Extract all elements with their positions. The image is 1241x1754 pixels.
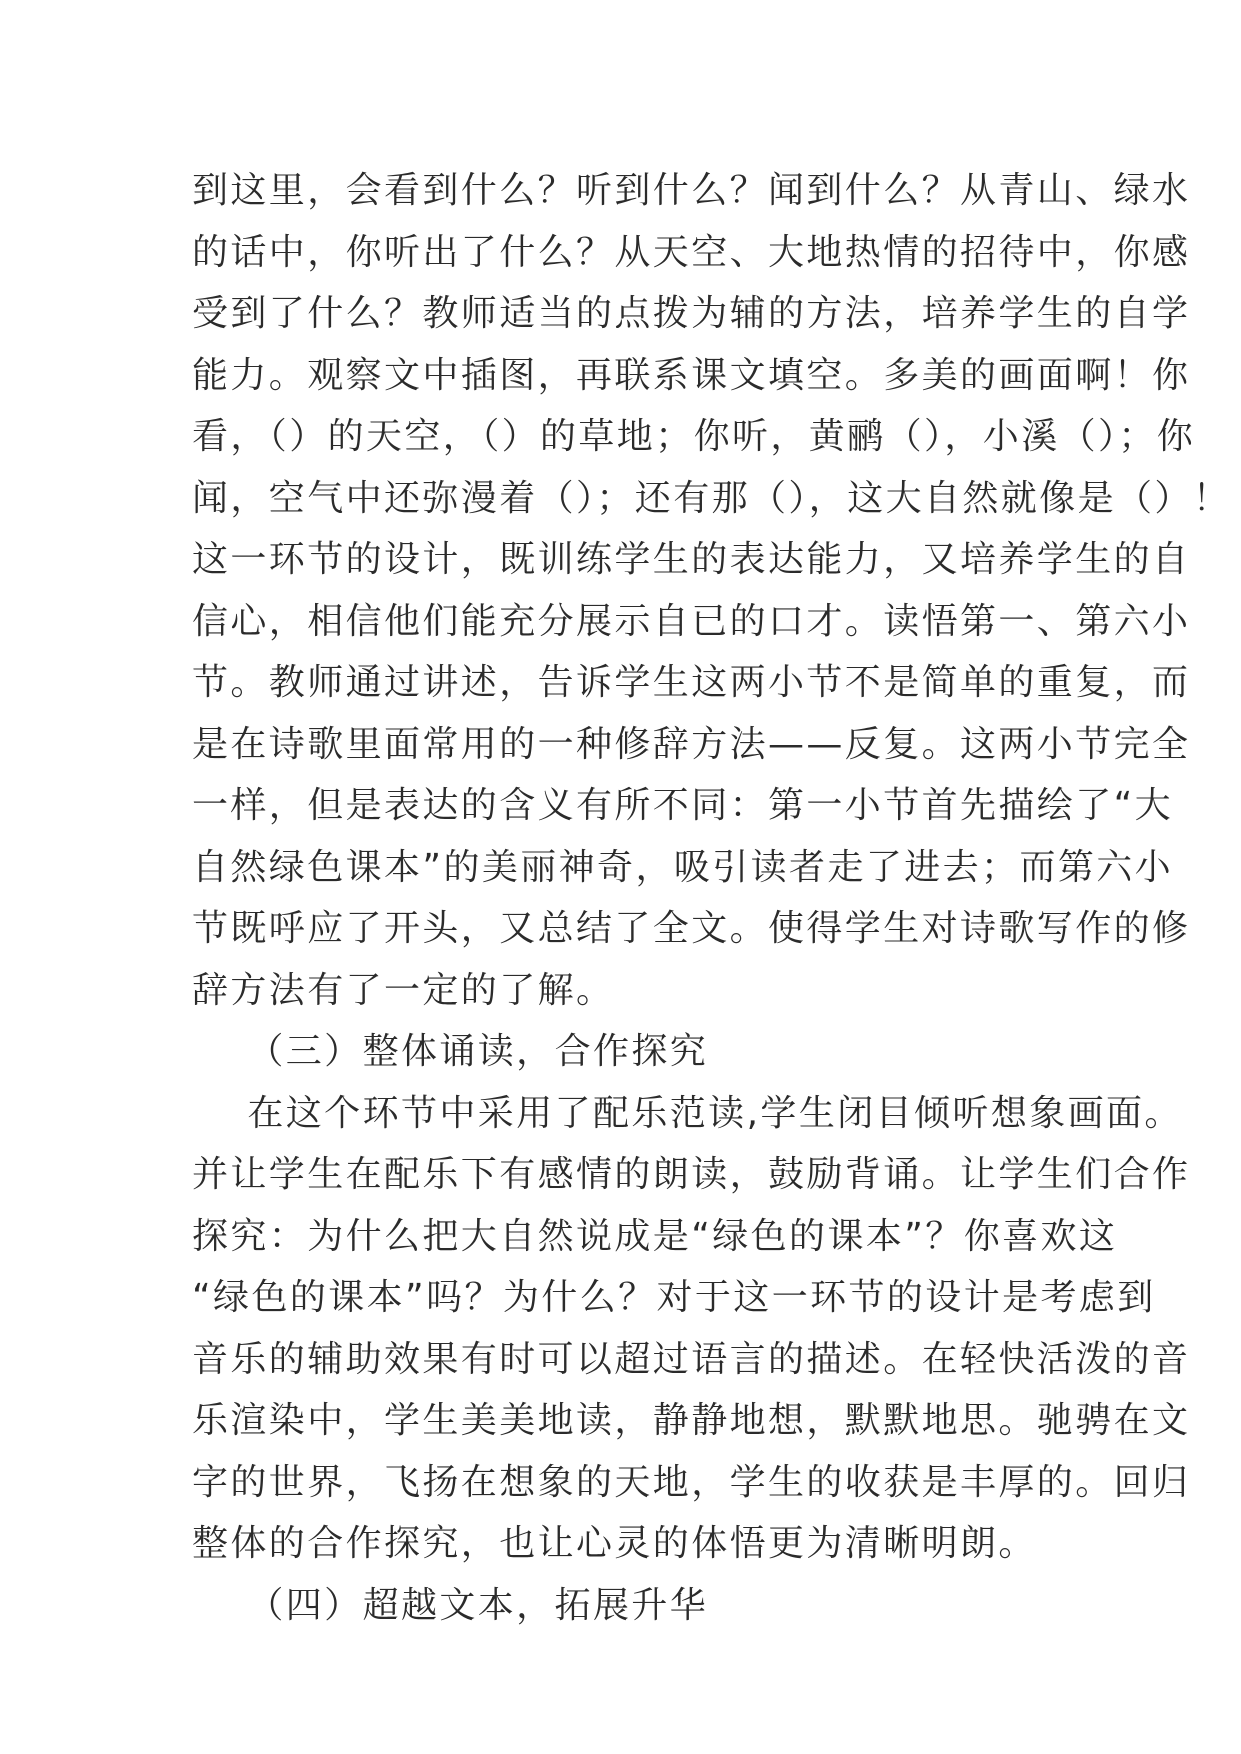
text-line: 自然绿色课本”的美丽神奇，吸引读者走了进去；而第六小 xyxy=(192,846,1174,888)
text-line: 并让学生在配乐下有感情的朗读，鼓励背诵。让学生们合作 xyxy=(192,1154,1191,1195)
text-line: “绿色的课本”吗？为什么？对于这一环节的设计是考虑到 xyxy=(192,1277,1156,1318)
text-line: 辞方法有了一定的了解。 xyxy=(192,969,615,1011)
text-line: 音乐的辅助效果有时可以超过语言的描述。在轻快活泼的音 xyxy=(192,1338,1191,1380)
text-line: 受到了什么？教师适当的点拨为辅的方法，培养学生的自学 xyxy=(192,293,1191,334)
text-line: 这一环节的设计，既训练学生的表达能力，又培养学生的自 xyxy=(192,539,1191,580)
text-line: 能力。观察文中插图，再联系课文填空。多美的画面啊！你 xyxy=(192,354,1191,396)
text-line: 字的世界，飞扬在想象的天地，学生的收获是丰厚的。回归 xyxy=(192,1461,1191,1503)
text-line: 闻，空气中还弥漫着（）；还有那（），这大自然就像是（）！ xyxy=(192,477,1232,519)
section-heading-4: （四）超越文本，拓展升华 xyxy=(192,1584,709,1626)
section-heading-3: （三）整体诵读，合作探究 xyxy=(192,1031,709,1072)
text-line: 探究：为什么把大自然说成是“绿色的课本”？你喜欢这 xyxy=(192,1215,1118,1257)
text-line: 看，（）的天空，（）的草地；你听，黄鹂（），小溪（）；你 xyxy=(192,416,1196,457)
text-line: 整体的合作探究，也让心灵的体悟更为清晰明朗。 xyxy=(192,1523,1037,1564)
text-line: 节既呼应了开头，又总结了全文。使得学生对诗歌写作的修 xyxy=(192,908,1191,949)
paragraph-start: 在这个环节中采用了配乐范读,学生闭目倾听想象画面。 xyxy=(192,1092,1183,1134)
text-line: 的话中，你听出了什么？从天空、大地热情的招待中，你感 xyxy=(192,231,1191,273)
text-line: 乐渲染中，学生美美地读，静静地想，默默地思。驰骋在文 xyxy=(192,1400,1191,1441)
text-line: 是在诗歌里面常用的一种修辞方法——反复。这两小节完全 xyxy=(192,723,1191,765)
body-text xyxy=(192,160,1232,1636)
text-line: 一样，但是表达的含义有所不同：第一小节首先描绘了“大 xyxy=(192,785,1174,826)
text-line: 节。教师通过讲述，告诉学生这两小节不是简单的重复，而 xyxy=(192,662,1191,703)
text-line: 信心，相信他们能充分展示自已的口才。读悟第一、第六小 xyxy=(192,600,1191,642)
text-line: 到这里，会看到什么？听到什么？闻到什么？从青山、绿水 xyxy=(192,170,1191,211)
